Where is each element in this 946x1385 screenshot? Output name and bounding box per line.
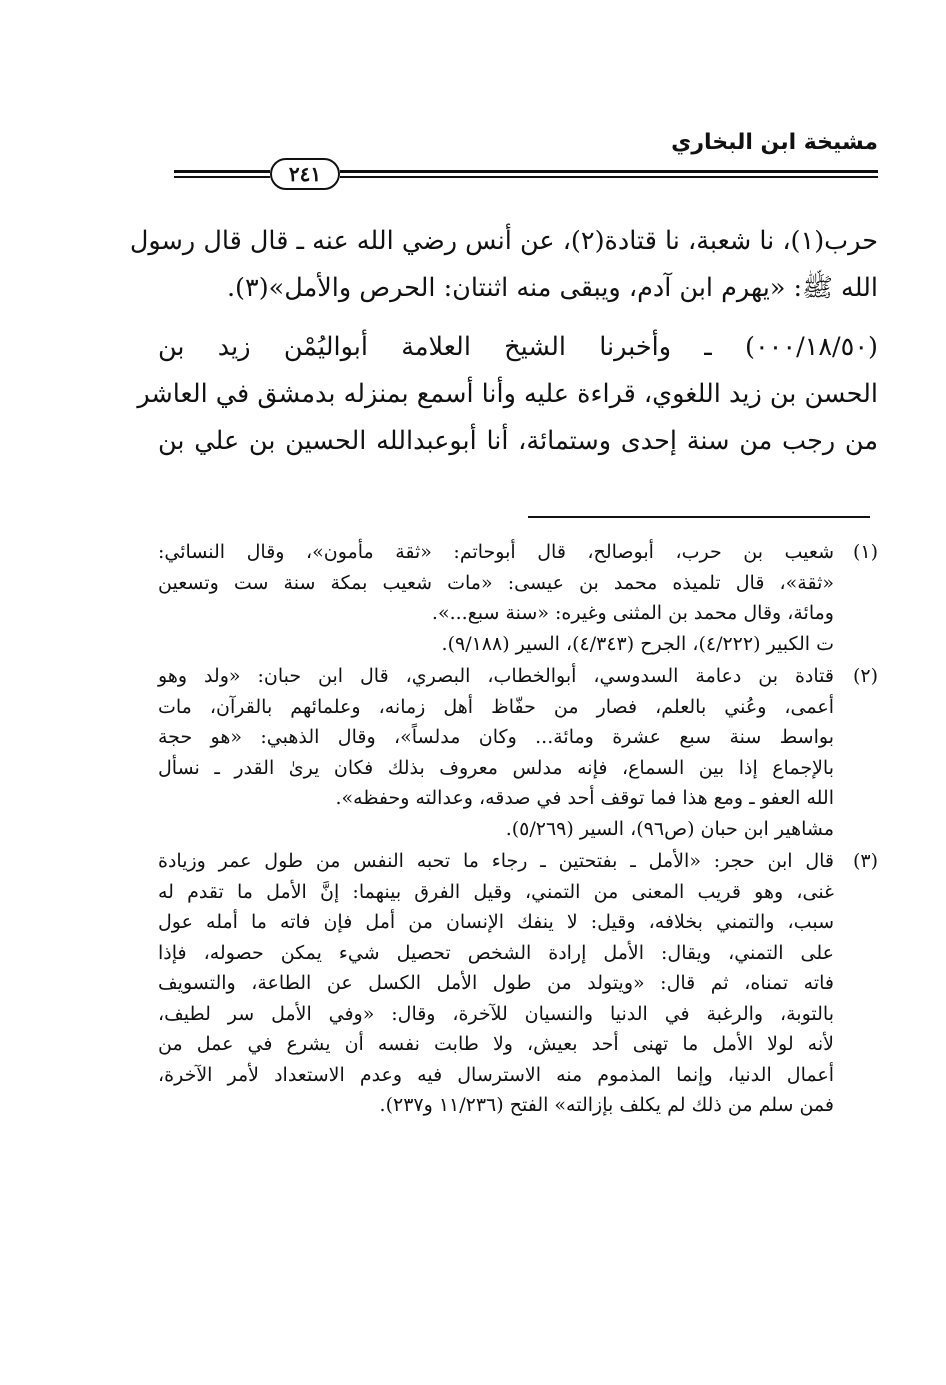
footnote-1 bbox=[158, 537, 878, 659]
footnote-line: فاته تمناه، ثم قال: «ويتولد من طول الأمل الكسل عن الطاعة، والتسويف bbox=[158, 972, 834, 994]
main-text bbox=[129, 218, 878, 465]
footnote-separator bbox=[528, 516, 870, 518]
running-title: مشيخة ابن البخاري bbox=[671, 130, 878, 155]
footnote-line: سبب، والتمني بخلافه، وقيل: لا ينفك الإنسان من أمل فإن فاته ما أمله عول bbox=[158, 911, 834, 933]
page-number: ٢٤١ bbox=[270, 158, 340, 190]
footnote-number: (١) bbox=[852, 541, 878, 563]
footnote-line: لأنه لولا الأمل ما تهنى أحد بعيش، ولا طابت نفسه أن يشرع في عمل من bbox=[158, 1033, 834, 1055]
main-text-line: (٠٠٠/١٨/٥٠) ـ وأخبرنا الشيخ العلامة أبواليُمْن زيد بن bbox=[158, 332, 878, 362]
main-text-line: الحسن بن زيد اللغوي، قراءة عليه وأنا أسمع بمنزله بدمشق في العاشر bbox=[137, 379, 878, 409]
footnote-number: (٢) bbox=[852, 665, 878, 687]
footnote-line: ومائة، وقال محمد بن المثنى وغيره: «سنة سبع...». bbox=[431, 602, 834, 624]
footnote-2 bbox=[158, 661, 878, 844]
footnote-line: غنى، وهو قريب المعنى من التمني، وقيل الفرق بينهما: إنَّ الأمل ما تقدم له bbox=[158, 880, 834, 903]
main-text-line: الله ﷺ: «يهرم ابن آدم، ويبقى منه اثنتان: الحرص والأمل»(٣). bbox=[226, 273, 878, 303]
footnote-line: مشاهير ابن حبان (ص٩٦)، السير (٥/٢٦٩). bbox=[505, 817, 834, 840]
footnote-line: فمن سلم من ذلك لم يكلف بإزالته» الفتح (١١/٢٣٦ و٢٣٧). bbox=[379, 1094, 834, 1116]
footnote-number: (٣) bbox=[852, 850, 878, 872]
footnote-line: بواسط سنة سبع عشرة ومائة... وكان مدلساً»، وقال الذهبي: «هو حجة bbox=[158, 726, 834, 748]
footnote-line: شعيب بن حرب، أبوصالح، قال أبوحاتم: «ثقة مأمون»، وقال النسائي: bbox=[158, 541, 834, 563]
footnote-line: بالإجماع إذا بين السماع، فإنه مدلس معروف بذلك فكان يرىٰ القدر ـ نسأل bbox=[158, 756, 834, 779]
footnote-line: «ثقة»، قال تلميذه محمد بن عيسى: «مات شعيب بمكة سنة ست وتسعين bbox=[158, 571, 834, 594]
footnote-line: على التمني، ويقال: الأمل إرادة الشخص تحصيل شيء يمكن حصوله، فإذا bbox=[158, 941, 834, 964]
footnote-3 bbox=[158, 846, 878, 1121]
footnote-line: أعمال الدنيا، وإنما المذموم منه الاسترسال فيه وعدم الاستعداد لأمر الآخرة، bbox=[158, 1063, 834, 1086]
main-text-line: من رجب من سنة إحدى وستمائة، أنا أبوعبدالله الحسين بن علي بن bbox=[158, 426, 878, 456]
footnote-line: بالتوبة، والرغبة في الدنيا والنسيان للآخرة، وقال: «وفي الأمل سر لطيف، bbox=[158, 1002, 834, 1025]
footnote-line: قتادة بن دعامة السدوسي، أبوالخطاب، البصري، قال ابن حبان: «ولد وهو bbox=[158, 665, 834, 687]
footnote-line: الله العفو ـ ومع هذا فما توقف أحد في صدقه، وعدالته وحفظه». bbox=[335, 787, 834, 809]
footnote-line: ت الكبير (٤/٢٢٢)، الجرح (٤/٣٤٣)، السير (٩/١٨٨). bbox=[441, 632, 834, 655]
header-rule-right bbox=[340, 170, 878, 179]
header-rule-left bbox=[174, 170, 270, 179]
footnotes bbox=[158, 537, 878, 1121]
footnote-line: قال ابن حجر: «الأمل ـ بفتحتين ـ رجاء ما تحبه النفس من طول عمر وزيادة bbox=[158, 850, 834, 872]
main-text-line: حرب(١)، نا شعبة، نا قتادة(٢)، عن أنس رضي الله عنه ـ قال قال رسول bbox=[129, 226, 878, 256]
footnote-line: أعمى، وعُني بالعلم، فصار من حفّاظ أهل زمانه، وعلمائهم بالقرآن، مات bbox=[158, 695, 834, 718]
